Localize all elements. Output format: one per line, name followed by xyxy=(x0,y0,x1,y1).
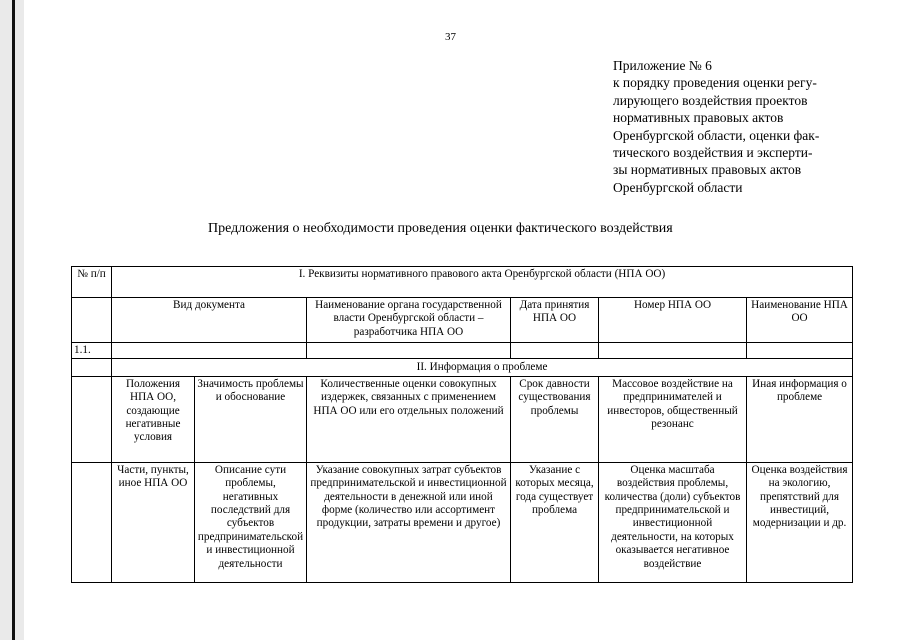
appendix-line: нормативных правовых актов xyxy=(613,110,784,126)
desc-problem-age: Указание с которых месяца, года существует проблема xyxy=(511,462,599,582)
desc-cost-estimates: Указание совокупных затрат субъектов предпринимательской и инвестиционной деятельности в денежной или иной форме (количество или ассортимент продукции, затраты времени и другое) xyxy=(307,462,511,582)
header-mass-impact: Массовое воздействие на предпринимателей и инвесторов, общественный резонанс xyxy=(599,376,747,462)
document-title: Предложения о необходимости проведения оценки фактического воздействия xyxy=(208,221,673,236)
col-header-act-number: Номер НПА ОО xyxy=(599,298,747,343)
col-header-document-type: Вид документа xyxy=(112,298,307,343)
empty-cell xyxy=(72,376,112,462)
desc-provisions: Части, пункты, иное НПА ОО xyxy=(112,462,195,582)
header-problem-age: Срок давности существования проблемы xyxy=(511,376,599,462)
empty-cell xyxy=(112,343,307,359)
empty-cell xyxy=(72,359,112,376)
section2-header: II. Информация о проблеме xyxy=(112,359,853,376)
appendix-line: зы нормативных правовых актов xyxy=(613,162,802,178)
desc-other-info: Оценка воздействия на экологию, препятствий для инвестиций, модернизации и др. xyxy=(747,462,853,582)
appendix-line: к порядку проведения оценки регу- xyxy=(613,75,817,91)
empty-cell xyxy=(307,343,511,359)
appendix-line: Оренбургской области xyxy=(613,179,743,195)
appendix-line: Приложение № 6 xyxy=(613,58,712,73)
appendix-line: Оренбургской области, оценки фак- xyxy=(613,127,820,143)
appendix-line: лирующего воздействия проектов xyxy=(613,92,808,108)
row-label: 1.1. xyxy=(72,343,112,359)
scan-binding-line xyxy=(12,0,15,640)
header-cost-estimates: Количественные оценки совокупных издержек, связанных с применением НПА ОО или его отдельных положений xyxy=(307,376,511,462)
header-other-info: Иная информация о проблеме xyxy=(747,376,853,462)
header-significance: Значимость проблемы и обоснование xyxy=(195,376,307,462)
col-header-adoption-date: Дата принятия НПА ОО xyxy=(511,298,599,343)
proposal-table xyxy=(71,266,853,583)
col-header-authority: Наименование органа государственной власти Оренбургской области – разработчика НПА ОО xyxy=(307,298,511,343)
empty-cell xyxy=(511,343,599,359)
appendix-note xyxy=(613,57,893,196)
empty-cell xyxy=(747,343,853,359)
desc-significance: Описание сути проблемы, негативных последствий для субъектов предпринимательской и инвестиционной деятельности xyxy=(195,462,307,582)
col-header-act-name: Наименование НПА ОО xyxy=(747,298,853,343)
header-provisions: Положения НПА ОО, создающие негативные условия xyxy=(112,376,195,462)
empty-cell xyxy=(599,343,747,359)
section1-header: I. Реквизиты нормативного правового акта Оренбургской области (НПА ОО) xyxy=(112,267,853,298)
number-header: № п/п xyxy=(72,267,112,298)
empty-cell xyxy=(72,298,112,343)
page-number: 37 xyxy=(445,31,456,43)
desc-mass-impact: Оценка масштаба воздействия проблемы, количества (доли) субъектов предпринимательской и инвестиционной деятельности, на которых оказывается негативное воздействие xyxy=(599,462,747,582)
appendix-line: тического воздействия и эксперти- xyxy=(613,145,813,161)
empty-cell xyxy=(72,462,112,582)
